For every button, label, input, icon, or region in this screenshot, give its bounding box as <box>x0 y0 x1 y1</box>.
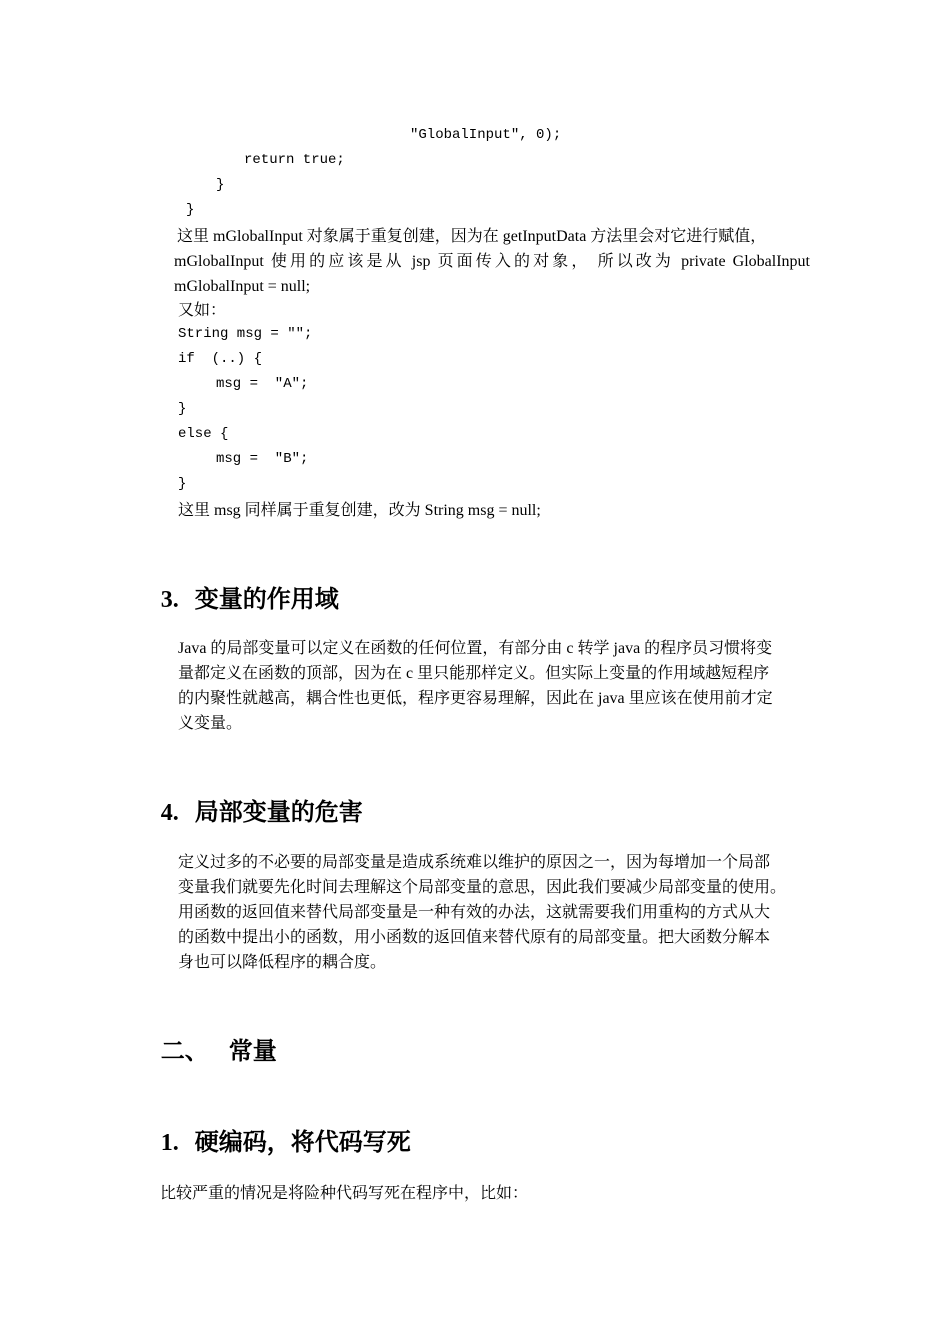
section-heading <box>144 554 339 615</box>
chapter-number: 二、 <box>160 1037 209 1065</box>
paragraph-line: 的内聚性就越高，耦合性也更低，程序更容易理解，因此在 java 里应该在使用前才定 <box>178 690 773 707</box>
paragraph-line: mGlobalInput 使用的应该是从 jsp 页面传入的对象， 所以改为 private GlobalInput <box>174 253 810 270</box>
paragraph-line: Java 的局部变量可以定义在函数的任何位置，有部分由 c 转学 java 的程序员习惯将变 <box>178 640 773 657</box>
explanation-paragraph <box>174 224 810 299</box>
code-line: } <box>186 202 195 218</box>
section-paragraph <box>178 636 808 736</box>
paragraph-line: 身也可以降低程序的耦合度。 <box>178 954 387 971</box>
chapter-heading <box>144 1006 277 1066</box>
code-line: "GlobalInput", 0); <box>410 127 562 143</box>
code-line: } <box>178 401 187 417</box>
paragraph-line: 定义过多的不必要的局部变量是造成系统难以维护的原因之一，因为每增加一个局部 <box>178 854 771 871</box>
code-line: } <box>216 177 225 193</box>
paragraph-line: 这里 mGlobalInput 对象属于重复创建，因为在 getInputData 方法里会对它进行赋值， <box>177 228 767 245</box>
section-number: 1. <box>160 1130 179 1156</box>
code-line: if (..) { <box>178 351 263 367</box>
section-paragraph <box>178 850 818 975</box>
section-title: 硬编码，将代码写死 <box>194 1128 411 1156</box>
example-label: 又如： <box>178 302 227 319</box>
code-line: else { <box>178 426 229 442</box>
paragraph-line: 义变量。 <box>178 715 243 732</box>
paragraph-line: 用函数的返回值来替代局部变量是一种有效的办法，这就需要我们用重构的方式从大 <box>178 904 771 921</box>
code-line: msg = "B"; <box>216 451 309 467</box>
section-heading <box>144 1097 411 1158</box>
code-line: msg = "A"; <box>216 376 309 392</box>
chapter-title: 常量 <box>228 1037 277 1065</box>
paragraph-line: 的函数中提出小的函数，用小函数的返回值来替代原有的局部变量。把大函数分解本 <box>178 929 771 946</box>
section-number: 4. <box>160 800 179 826</box>
paragraph-line: mGlobalInput = null; <box>174 278 311 295</box>
section-number: 3. <box>160 587 179 613</box>
section-paragraph: 比较严重的情况是将险种代码写死在程序中，比如： <box>160 1185 529 1202</box>
section-title: 变量的作用域 <box>194 585 339 613</box>
paragraph-line: 变量我们就要先化时间去理解这个局部变量的意思，因此我们要减少局部变量的使用。 <box>178 879 787 896</box>
code-line: String msg = ""; <box>178 326 313 342</box>
section-title: 局部变量的危害 <box>194 798 363 826</box>
code-line: return true; <box>244 152 345 168</box>
explanation-paragraph: 这里 msg 同样属于重复创建，改为 String msg = null; <box>178 502 541 519</box>
paragraph-line: 量都定义在函数的顶部，因为在 c 里只能那样定义。但实际上变量的作用域越短程序 <box>178 665 770 682</box>
code-line: } <box>178 476 187 492</box>
section-heading <box>144 767 363 828</box>
